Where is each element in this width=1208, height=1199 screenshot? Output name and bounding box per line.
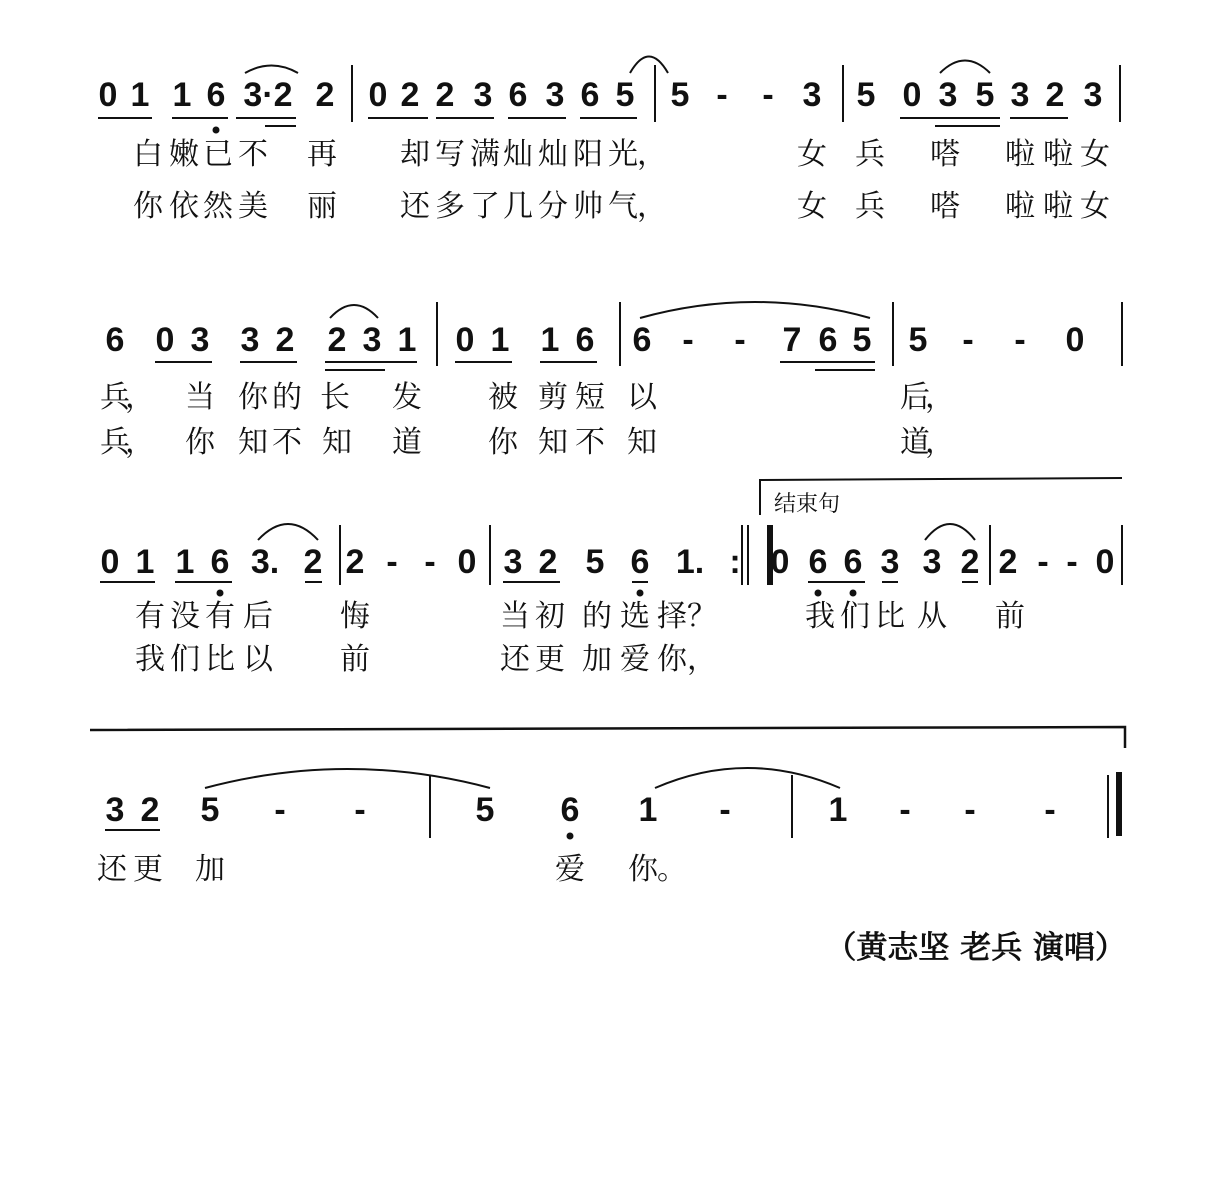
- note: 7: [782, 321, 802, 359]
- lyric-char: 阳: [573, 137, 603, 172]
- note: 5: [200, 791, 220, 829]
- note: 2: [275, 321, 295, 359]
- lyric-char: 了: [470, 189, 500, 224]
- sustain-dash: -: [1044, 791, 1056, 829]
- note: 0: [902, 76, 922, 114]
- note: 2: [538, 543, 558, 581]
- lyric-char: 你: [488, 425, 518, 460]
- note: 0: [1095, 543, 1115, 581]
- lyric-char: 从: [917, 599, 947, 634]
- low-octave-dot: [217, 590, 224, 597]
- repeat-sign: :: [729, 543, 741, 581]
- note: 0: [455, 321, 475, 359]
- note: 3: [362, 321, 382, 359]
- lyric-char: 灿: [503, 137, 533, 172]
- lyric-char: 。: [657, 852, 687, 887]
- lyric-char: 更: [133, 852, 163, 887]
- lyric-char: 兵: [100, 425, 130, 460]
- note: 6: [575, 321, 595, 359]
- lyric-char: 你: [657, 642, 687, 677]
- lyric-char: 女: [1080, 137, 1110, 172]
- note: 6: [105, 321, 125, 359]
- slur: [330, 305, 378, 318]
- note: 2: [303, 543, 323, 581]
- volta-ending-label: 结束句: [774, 492, 841, 517]
- lyric-char: 发: [392, 380, 422, 415]
- lyric-char: 没: [170, 599, 200, 634]
- note: 3: [1083, 76, 1103, 114]
- volta-bracket-2: [90, 727, 1125, 748]
- note: 2: [315, 76, 335, 114]
- lyric-char: 加: [582, 642, 612, 677]
- lyric-char: ，: [125, 425, 155, 460]
- note: 5: [670, 76, 690, 114]
- note: 1: [638, 791, 658, 829]
- lyric-char: 依: [169, 189, 199, 224]
- note: 0: [368, 76, 388, 114]
- note: 1: [490, 321, 510, 359]
- note: 1: [397, 321, 417, 359]
- note: 0: [1065, 321, 1085, 359]
- note: 1: [540, 321, 560, 359]
- lyric-char: ，: [925, 425, 955, 460]
- lyric-char: 的: [582, 599, 612, 634]
- lyric-char: ，: [637, 137, 667, 172]
- lyric-char: 道: [392, 425, 422, 460]
- note: 6: [560, 791, 580, 829]
- lyric-char: 比: [875, 599, 905, 634]
- note: 2: [327, 321, 347, 359]
- note: 3.: [250, 543, 280, 581]
- lyric-char: 当: [500, 599, 530, 634]
- note: 6: [206, 76, 226, 114]
- note: 6: [808, 543, 828, 581]
- lyric-char: 你: [133, 189, 163, 224]
- lyric-char: 知: [238, 425, 268, 460]
- lyric-char: 多: [435, 189, 465, 224]
- note: 5: [975, 76, 995, 114]
- note: 6: [843, 543, 863, 581]
- lyric-char: 帅: [573, 189, 603, 224]
- sustain-dash: -: [716, 76, 728, 114]
- note: 5: [585, 543, 605, 581]
- lyric-char: 你: [185, 425, 215, 460]
- note: 3·2: [243, 76, 293, 114]
- low-octave-dot: [850, 590, 857, 597]
- lyric-char: 的: [272, 380, 302, 415]
- lyric-char: 气: [608, 189, 638, 224]
- note: 1: [135, 543, 155, 581]
- lyric-char: 剪: [538, 380, 568, 415]
- lyric-char: 还: [400, 189, 430, 224]
- lyric-char: 短: [575, 380, 605, 415]
- note: 3: [473, 76, 493, 114]
- note: 3: [190, 321, 210, 359]
- note: 6: [210, 543, 230, 581]
- sustain-dash: -: [274, 791, 286, 829]
- sustain-dash: -: [899, 791, 911, 829]
- note: 6: [580, 76, 600, 114]
- lyric-char: 灿: [538, 137, 568, 172]
- lyric-char: 们: [840, 599, 870, 634]
- slur: [655, 768, 840, 788]
- note: 0: [98, 76, 118, 114]
- note: 5: [852, 321, 872, 359]
- lyric-char: 当: [185, 380, 215, 415]
- lyric-char: 长: [320, 380, 350, 415]
- sustain-dash: -: [1037, 543, 1049, 581]
- lyric-char: ？: [687, 599, 717, 634]
- note: 5: [908, 321, 928, 359]
- note: 3: [545, 76, 565, 114]
- note: 2: [435, 76, 455, 114]
- note: 0: [457, 543, 477, 581]
- lyric-char: 几: [503, 189, 533, 224]
- lyric-char: 以: [627, 380, 657, 415]
- note: 1.: [675, 543, 705, 581]
- note: 5: [475, 791, 495, 829]
- note: 2: [140, 791, 160, 829]
- lyric-char: 兵: [855, 189, 885, 224]
- lyric-char: 被: [488, 380, 518, 415]
- lyric-char: 有: [135, 599, 165, 634]
- lyric-char: 满: [470, 137, 500, 172]
- note: 6: [818, 321, 838, 359]
- note: 0: [155, 321, 175, 359]
- lyric-char: 啦: [1043, 189, 1073, 224]
- note: 3: [105, 791, 125, 829]
- note: 3: [922, 543, 942, 581]
- slur: [258, 524, 318, 540]
- note: 3: [938, 76, 958, 114]
- lyric-char: 比: [205, 642, 235, 677]
- lyric-char: 女: [797, 137, 827, 172]
- lyric-char: 不: [272, 425, 302, 460]
- sustain-dash: -: [354, 791, 366, 829]
- lyric-char: 嫩: [169, 137, 199, 172]
- lyric-char: 然: [203, 189, 233, 224]
- lyric-char: 更: [535, 642, 565, 677]
- lyric-char: 以: [243, 642, 273, 677]
- lyric-char: 选: [620, 599, 650, 634]
- note: 0: [100, 543, 120, 581]
- lyric-char: 已: [203, 137, 233, 172]
- lyric-char: 们: [170, 642, 200, 677]
- lyric-char: 白: [133, 137, 163, 172]
- low-octave-dot: [567, 833, 574, 840]
- note: 2: [400, 76, 420, 114]
- lyric-char: 有: [205, 599, 235, 634]
- slur: [640, 302, 870, 318]
- sustain-dash: -: [734, 321, 746, 359]
- slur: [205, 769, 490, 788]
- lyric-char: 悔: [340, 599, 370, 634]
- lyric-char: 写: [435, 137, 465, 172]
- slur: [925, 524, 975, 540]
- note: 2: [1045, 76, 1065, 114]
- lyric-char: 还: [97, 852, 127, 887]
- lyric-char: 初: [535, 599, 565, 634]
- sustain-dash: -: [962, 321, 974, 359]
- lyric-char: 知: [538, 425, 568, 460]
- lyric-char: 还: [500, 642, 530, 677]
- slur: [630, 57, 668, 74]
- lyric-char: 知: [322, 425, 352, 460]
- low-octave-dot: [815, 590, 822, 597]
- lyric-char: 却: [400, 137, 430, 172]
- note: 6: [632, 321, 652, 359]
- sustain-dash: -: [762, 76, 774, 114]
- lyric-char: 啦: [1005, 137, 1035, 172]
- lyric-char: 再: [307, 137, 337, 172]
- note: 0: [770, 543, 790, 581]
- note: 3: [240, 321, 260, 359]
- note: 2: [998, 543, 1018, 581]
- note: 1: [130, 76, 150, 114]
- lyric-char: 嗒: [930, 189, 960, 224]
- note: 6: [630, 543, 650, 581]
- note: 1: [172, 76, 192, 114]
- note: 1: [175, 543, 195, 581]
- lyric-char: 不: [575, 425, 605, 460]
- low-octave-dot: [213, 127, 220, 134]
- sustain-dash: -: [682, 321, 694, 359]
- sustain-dash: -: [964, 791, 976, 829]
- lyric-char: 爱: [620, 642, 650, 677]
- lyric-char: 后: [900, 380, 930, 415]
- lyric-char: 后: [243, 599, 273, 634]
- note: 3: [880, 543, 900, 581]
- note: 3: [1010, 76, 1030, 114]
- note: 2: [960, 543, 980, 581]
- lyric-char: 前: [995, 599, 1025, 634]
- lyric-char: 不: [238, 137, 268, 172]
- lyric-char: 光: [608, 137, 638, 172]
- lyric-char: ，: [637, 189, 667, 224]
- note: 6: [508, 76, 528, 114]
- note: 3: [503, 543, 523, 581]
- note: 5: [856, 76, 876, 114]
- lyric-char: ，: [925, 380, 955, 415]
- lyric-char: 我: [805, 599, 835, 634]
- lyric-char: 啦: [1043, 137, 1073, 172]
- lyric-char: 啦: [1005, 189, 1035, 224]
- lyric-char: 我: [135, 642, 165, 677]
- slur: [940, 61, 990, 74]
- lyric-char: ，: [687, 642, 717, 677]
- sustain-dash: -: [424, 543, 436, 581]
- lyric-char: 你: [628, 852, 658, 887]
- lyric-char: 美: [238, 189, 268, 224]
- lyric-char: 知: [627, 425, 657, 460]
- lyric-char: 爱: [555, 852, 585, 887]
- lyric-char: 道: [900, 425, 930, 460]
- lyric-char: 加: [195, 852, 225, 887]
- performer-credit: （黄志坚 老兵 演唱）: [825, 930, 1126, 966]
- low-octave-dot: [637, 590, 644, 597]
- lyric-char: 前: [340, 642, 370, 677]
- sustain-dash: -: [1014, 321, 1026, 359]
- note: 1: [828, 791, 848, 829]
- lyric-char: ，: [125, 380, 155, 415]
- lyric-char: 择: [657, 599, 687, 634]
- lyric-char: 女: [1080, 189, 1110, 224]
- sustain-dash: -: [719, 791, 731, 829]
- lyric-char: 兵: [100, 380, 130, 415]
- lyric-char: 丽: [307, 189, 337, 224]
- sustain-dash: -: [386, 543, 398, 581]
- lyric-char: 分: [538, 189, 568, 224]
- slur: [245, 66, 298, 74]
- lyric-char: 兵: [855, 137, 885, 172]
- note: 3: [802, 76, 822, 114]
- lyric-char: 女: [797, 189, 827, 224]
- lyric-char: 嗒: [930, 137, 960, 172]
- note: 5: [615, 76, 635, 114]
- lyric-char: 你: [238, 380, 268, 415]
- note: 2: [345, 543, 365, 581]
- sustain-dash: -: [1066, 543, 1078, 581]
